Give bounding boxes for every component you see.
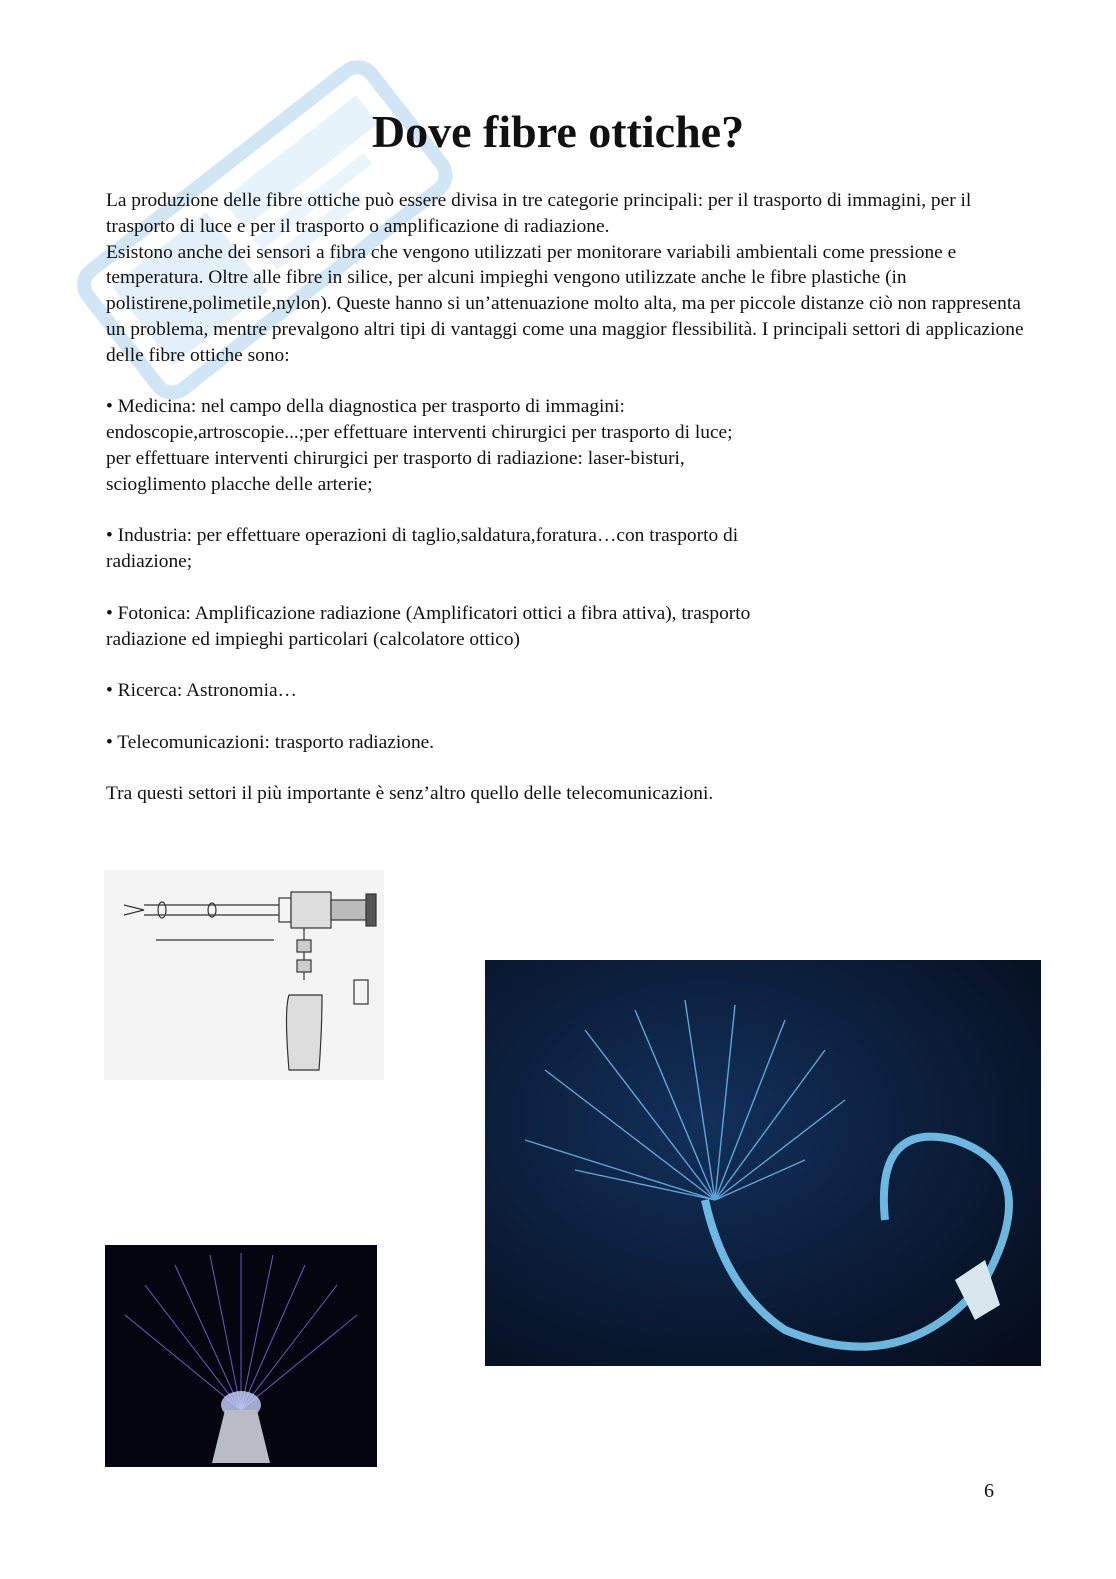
bullet-fotonica bbox=[106, 601, 1026, 653]
bullet-industria bbox=[106, 523, 1026, 575]
bullet-ricerca bbox=[106, 678, 1026, 704]
bullet-telecomunicazioni bbox=[106, 730, 1026, 756]
paragraph-2: Esistono anche dei sensori a fibra che vengono utilizzati per monitorare variabili ambientali come pressione e temperatura. Oltre alle fibre in silice, per alcuni impieghi vengono utilizzate anche le fibre plastiche (in polistirene,polimetile,nylon). Queste hanno si un’attenuazione molto alta, ma per piccole distanze ciò non rappresenta un problema, mentre prevalgono altri tipi di vantaggi come una maggior flessibilità. I principali settori di applicazione delle fibre ottiche sono: bbox=[106, 241, 1024, 366]
conclusion-text: Tra questi settori il più importante è senz’altro quello delle telecomunicazioni. bbox=[106, 783, 714, 805]
body-text bbox=[106, 188, 1026, 833]
bullet-line: • Ricerca: Astronomia… bbox=[106, 680, 297, 702]
bullet-line: • Industria: per effettuare operazioni di taglio,saldatura,foratura…con trasporto di bbox=[106, 525, 739, 547]
paragraph-1: La produzione delle fibre ottiche può essere divisa in tre categorie principali: per il trasporto di immagini, per il trasporto di luce e per il trasporto o amplificazione di radiazione. bbox=[106, 190, 972, 237]
bullet-line: • Medicina: nel campo della diagnostica per trasporto di immagini: bbox=[106, 396, 625, 418]
bullet-medicina bbox=[106, 394, 1026, 497]
bullet-line: radiazione; bbox=[106, 551, 193, 573]
bullet-line: radiazione ed impieghi particolari (calcolatore ottico) bbox=[106, 628, 521, 650]
bullet-line: endoscopie,artroscopie...;per effettuare interventi chirurgici per trasporto di luce; bbox=[106, 422, 733, 444]
bullet-line: per effettuare interventi chirurgici per trasporto di radiazione: laser-bisturi, bbox=[106, 447, 685, 469]
bullet-line: scioglimento placche delle arterie; bbox=[106, 473, 373, 495]
page-title: Dove fibre ottiche? bbox=[371, 106, 745, 157]
endoscope-diagram bbox=[104, 870, 384, 1080]
intro-text bbox=[106, 188, 1026, 369]
page-number: 6 bbox=[984, 1480, 994, 1502]
bullet-line: • Telecomunicazioni: trasporto radiazione. bbox=[106, 731, 435, 753]
bullet-line: • Fotonica: Amplificazione radiazione (Amplificatori ottici a fibra attiva), trasporto bbox=[106, 602, 751, 624]
fiber-optic-lamp-photo bbox=[105, 1245, 377, 1467]
fiber-optic-bundle-photo bbox=[485, 960, 1041, 1366]
